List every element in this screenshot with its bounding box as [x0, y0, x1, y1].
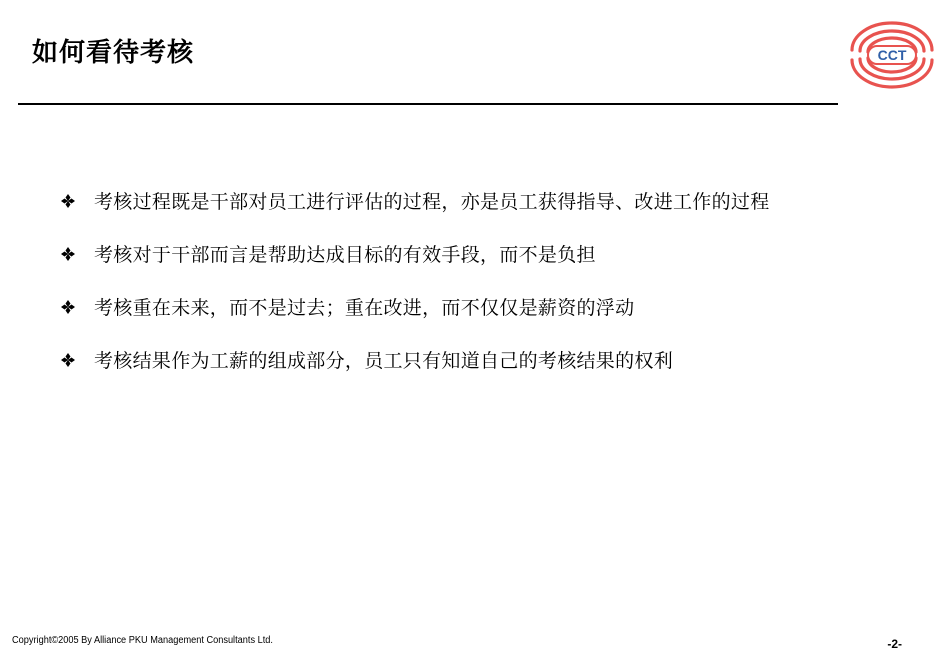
diamond-bullet-icon [60, 352, 76, 368]
bullet-text: 考核对于干部而言是帮助达成目标的有效手段，而不是负担 [94, 244, 596, 266]
bullet-item-4 [60, 349, 920, 402]
logo-text: CCT [877, 47, 907, 63]
bullet-item-3 [60, 296, 920, 349]
bullet-text: 考核重在未来，而不是过去；重在改进，而不仅仅是薪资的浮动 [94, 297, 635, 319]
footer-copyright: Copyright©2005 By Alliance PKU Management Consultants Ltd. [12, 635, 273, 646]
bullet-list [60, 190, 920, 402]
cct-logo [840, 20, 944, 90]
bullet-text: 考核过程既是干部对员工进行评估的过程，亦是员工获得指导、改进工作的过程 [94, 191, 770, 213]
slide-title: 如何看待考核 [32, 38, 195, 68]
diamond-bullet-icon [60, 299, 76, 315]
title-divider [18, 103, 838, 105]
diamond-bullet-icon [60, 193, 76, 209]
bullet-item-1 [60, 190, 920, 243]
bullet-item-2 [60, 243, 920, 296]
bullet-text: 考核结果作为工薪的组成部分，员工只有知道自己的考核结果的权利 [94, 350, 674, 372]
diamond-bullet-icon [60, 246, 76, 262]
page-number: -2- [887, 637, 902, 651]
